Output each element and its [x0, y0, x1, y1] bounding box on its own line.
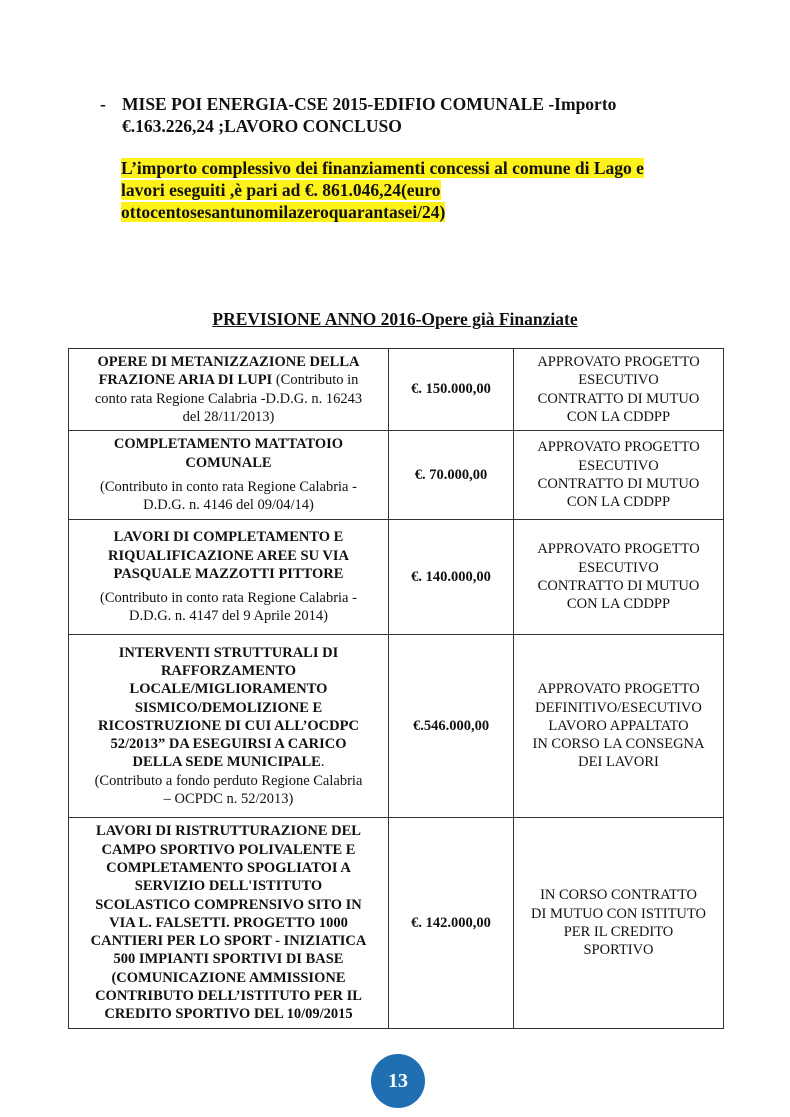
work-status	[514, 349, 724, 431]
work-title: SCOLASTICO COMPRENSIVO SITO IN	[95, 896, 362, 913]
work-amount: €. 142.000,00	[389, 818, 514, 1029]
work-title: 52/2013” DA ESEGUIRSI A CARICO	[110, 736, 347, 753]
work-title: (COMUNICAZIONE AMMISSIONE	[111, 969, 346, 986]
status-line: CONTRATTO DI MUTUO	[537, 476, 700, 492]
table-row	[69, 635, 724, 818]
status-line: CON LA CDDPP	[566, 596, 671, 613]
work-note	[75, 589, 382, 626]
work-note: del 28/11/2013)	[182, 408, 275, 425]
work-note-line: D.D.G. n. 4146 del 09/04/14)	[143, 497, 314, 514]
work-description	[69, 520, 389, 635]
status-line: IN CORSO LA CONSEGNA	[532, 736, 705, 753]
status-line: SPORTIVO	[583, 942, 654, 959]
work-status	[514, 431, 724, 520]
highlight-summary	[121, 157, 721, 223]
work-amount: €. 70.000,00	[389, 431, 514, 520]
status-line: APPROVATO PROGETTO	[537, 681, 700, 698]
status-line: APPROVATO PROGETTO	[537, 541, 700, 558]
work-note: conto rata Regione Calabria -D.D.G. n. 16243	[94, 390, 363, 407]
work-title: CANTIERI PER LO SPORT - INIZIATICA	[90, 933, 367, 950]
work-title: LAVORI DI COMPLETAMENTO E	[113, 529, 344, 546]
work-title: INTERVENTI STRUTTURALI DI	[118, 644, 339, 661]
work-title: CAMPO SPORTIVO POLIVALENTE E	[101, 841, 356, 858]
work-amount: €. 150.000,00	[389, 349, 514, 431]
work-note: (Contributo in	[272, 372, 359, 389]
work-status	[514, 635, 724, 818]
work-note-line: (Contributo a fondo perduto Regione Calabria	[94, 772, 363, 789]
work-title: CREDITO SPORTIVO DEL 10/09/2015	[104, 1006, 353, 1023]
work-title: SERVIZIO DELL'ISTITUTO	[134, 878, 323, 895]
status-line: APPROVATO PROGETTO	[537, 439, 700, 456]
work-description	[69, 431, 389, 520]
work-title: DELLA SEDE MUNICIPALE	[132, 754, 321, 771]
table-row	[69, 431, 724, 520]
work-note-line: – OCPDC n. 52/2013)	[163, 791, 294, 808]
work-title: COMUNALE	[185, 454, 272, 471]
bullet-line-2: €.163.226,24 ;LAVORO CONCLUSO	[122, 116, 402, 136]
work-title: RICOSTRUZIONE DI CUI ALL’OCDPC	[98, 717, 359, 734]
work-title: SISMICO/DEMOLIZIONE E	[134, 699, 323, 716]
work-title: 500 IMPIANTI SPORTIVI DI BASE	[113, 951, 344, 968]
highlight-line-3: ottocentosesantunomilazeroquarantasei/24)	[121, 202, 446, 222]
status-line: ESECUTIVO	[578, 372, 659, 389]
work-note	[75, 478, 382, 515]
work-title: COMPLETAMENTO SPOGLIATOI A	[106, 859, 351, 876]
work-amount: €.546.000,00	[389, 635, 514, 818]
work-title: RIQUALIFICAZIONE AREE SU VIA	[107, 547, 350, 564]
status-line: PER IL CREDITO	[563, 924, 674, 940]
status-line: DEFINITIVO/ESECUTIVO	[535, 699, 702, 716]
section-title: PREVISIONE ANNO 2016-Opere già Finanziate	[212, 309, 578, 329]
table-row	[69, 349, 724, 431]
work-title: LAVORI DI RISTRUTTURAZIONE DEL	[96, 823, 361, 840]
work-title: FRAZIONE ARIA DI LUPI	[98, 372, 273, 389]
work-title: RAFFORZAMENTO	[160, 662, 297, 679]
page-number-badge: 13	[371, 1054, 425, 1108]
status-line: CONTRATTO DI MUTUO	[537, 578, 700, 594]
work-note-line: (Contributo in conto rata Regione Calabria -	[100, 479, 357, 495]
status-line: DEI LAVORI	[578, 754, 659, 771]
status-line: CON LA CDDPP	[566, 494, 671, 511]
work-description	[69, 349, 389, 431]
work-title: LOCALE/MIGLIORAMENTO	[129, 681, 328, 698]
work-description	[69, 635, 389, 818]
status-line: ESECUTIVO	[578, 457, 659, 474]
highlight-line-1: L’importo complessivo dei finanziamenti concessi al comune di Lago e	[121, 158, 644, 178]
work-status	[514, 818, 724, 1029]
highlight-line-2: lavori eseguiti ,è pari ad €. 861.046,24(euro	[121, 180, 441, 200]
status-line: LAVORO APPALTATO	[548, 717, 689, 734]
status-line: APPROVATO PROGETTO	[537, 353, 700, 370]
bullet-line-1: MISE POI ENERGIA-CSE 2015-EDIFIO COMUNALE -Importo	[122, 94, 617, 114]
work-amount: €. 140.000,00	[389, 520, 514, 635]
work-title: OPERE DI METANIZZAZIONE DELLA	[97, 353, 360, 370]
work-title: CONTRIBUTO DELL’ISTITUTO PER IL	[95, 988, 362, 1005]
status-line: DI MUTUO CON ISTITUTO	[531, 905, 706, 922]
intro-bullet	[100, 93, 700, 137]
status-line: CONTRATTO DI MUTUO	[537, 390, 700, 407]
table-row	[69, 520, 724, 635]
financed-works-table	[68, 348, 724, 1029]
work-title-suffix: .	[320, 754, 325, 771]
status-line: IN CORSO CONTRATTO	[540, 887, 697, 904]
bullet-dash: -	[100, 94, 106, 114]
work-title: PASQUALE MAZZOTTI PITTORE	[113, 565, 344, 582]
status-line: CON LA CDDPP	[566, 408, 671, 425]
work-note-line: D.D.G. n. 4147 del 9 Aprile 2014)	[129, 608, 328, 625]
work-note-line: (Contributo in conto rata Regione Calabria -	[100, 590, 357, 607]
work-description	[69, 818, 389, 1029]
status-line: ESECUTIVO	[578, 559, 659, 576]
work-status	[514, 520, 724, 635]
work-title: VIA L. FALSETTI. PROGETTO 1000	[109, 914, 348, 931]
work-title: COMPLETAMENTO MATTATOIO	[113, 436, 344, 453]
table-row	[69, 818, 724, 1029]
